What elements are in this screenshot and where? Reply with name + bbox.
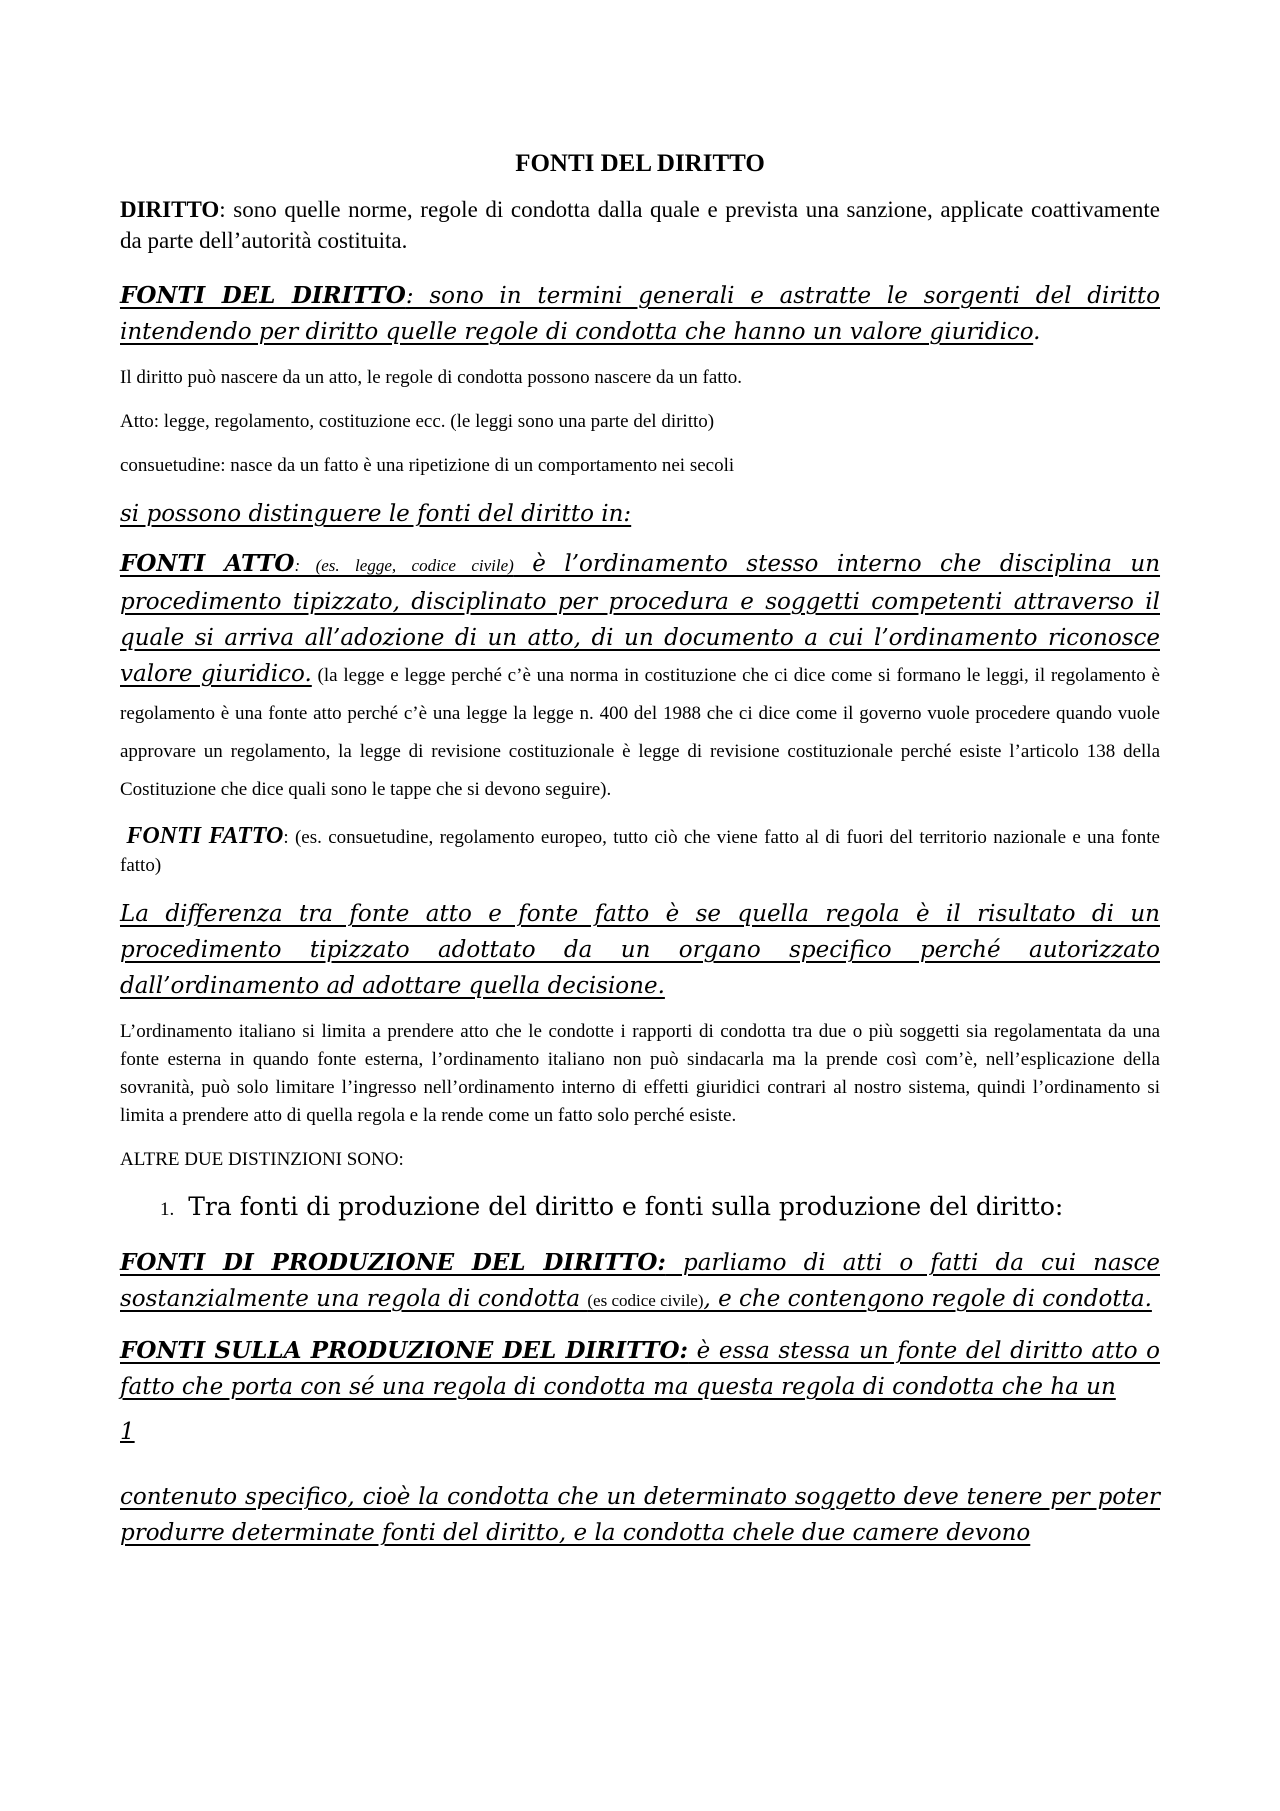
paragraph-nascita: Il diritto può nascere da un atto, le regole di condotta possono nascere da un fatto. [120,367,743,388]
fonti-produzione-example: (es codice civile) [587,1291,704,1310]
differenza-text: La differenza tra fonte atto e fonte fatto è se quella regola è il risultato di un procedimento tipizzato adottato da un organo specifico perché autorizzato dall’ordinamento ad adottare quella decisione. [120,901,1160,999]
paragraph-consuetudine: consuetudine: nasce da un fatto è una ripetizione di un comportamento nei secoli [120,455,735,476]
fonti-sulla-produzione-definition [120,1333,1160,1405]
fonti-fatto-definition [120,822,1160,880]
fonti-atto-example: : (es. legge, codice civile) [294,556,514,575]
fonti-sulla-produzione-underlined [120,1338,1160,1400]
fonti-sulla-produzione-text: è essa stessa un fonte del diritto atto o fatto che porta con sé una regola di condotta ma questa regola di condotta che ha un [120,1338,1160,1400]
fonti-atto-term: FONTI ATTO [120,550,295,577]
fonti-produzione-text1: parliamo di atti o fatti da cui nasce sostanzialmente una regola di condotta [120,1250,1160,1312]
list-item-text: Tra fonti di produzione del diritto e fonti sulla produzione del diritto: [188,1192,1064,1221]
fonti-del-diritto-term: FONTI DEL DIRITTO [120,282,406,309]
contenuto-text: contenuto specifico, cioè la condotta che un determinato soggetto deve tenere per poter produrre determinate fonti del diritto, e la condotta chele due camere devono [120,1484,1160,1546]
fonti-fatto-text: : (es. consuetudine, regolamento europeo, tutto ciò che viene fatto al di fuori del territorio nazionale e una fonte fatto) [120,827,1160,876]
document-page [120,150,1160,1565]
fonti-produzione-definition [120,1245,1160,1319]
fonti-del-diritto-text: : sono in termini generali e astratte le sorgenti del diritto intendendo per diritto quelle regole di condotta che hanno un valore giuridico [120,283,1160,345]
distinguere-text: si possono distinguere le fonti del diritto in: [120,501,632,527]
fonti-del-diritto-definition [120,278,1160,350]
diritto-term: DIRITTO [120,197,220,222]
paragraph-distinguere [120,496,1160,532]
paragraph-altre-distinzioni: ALTRE DUE DISTINZIONI SONO: [120,1149,404,1170]
fonti-fatto-term: FONTI FATTO [126,823,284,849]
list-item-1 [160,1190,1160,1227]
page-number: 1 [120,1419,135,1445]
list-item-number: 1. [160,1199,175,1220]
fonti-produzione-term: FONTI DI PRODUZIONE DEL DIRITTO: [120,1249,666,1276]
fonti-del-diritto-underlined [120,283,1160,345]
paragraph-contenuto [120,1479,1160,1551]
fonti-atto-text: è l’ordinamento stesso interno che disciplina un procedimento tipizzato, disciplinato per procedura e soggetti competenti attraverso il quale si arriva all’adozione di un atto, di un documento a cui l’ordinamento riconosce valore giuridico. [120,551,1161,687]
fonti-atto-note: (la legge e legge perché c’è una norma in costituzione che ci dice come si formano le leggi, il regolamento è regolamento è una fonte atto perché c’è una legge la legge n. 400 del 1988 che ci dice come il governo vuole procedere quando vuole approvare un regolamento, la legge di revisione costituzionale è legge di revisione costituzionale perché esiste l’articolo 138 della Costituzione che dice quali sono le tappe che si devono seguire). [120,665,1160,800]
fonti-produzione-text2: , e che contengono regole di condotta. [703,1286,1152,1312]
diritto-text: : sono quelle norme, regole di condotta dalla quale e prevista una sanzione, applicate coattivamente da parte dell’autorità costituita. [120,197,1160,253]
diritto-definition [120,194,1160,256]
paragraph-ordinamento: L’ordinamento italiano si limita a prendere atto che le condotte i rapporti di condotta tra due o più soggetti sia regolamentata da una fonte esterna in quando fonte esterna, l’ordinamento italiano non può sindacarla ma la prende così com’è, nell’esplicazione della sovranità, può solo limitare l’ingresso nell’ordinamento interno di effetti giuridici contrari al nostro sistema, quindi l’ordinamento si limita a prendere atto di quella regola e la rende come un fatto solo perché esiste. [120,1021,1160,1126]
paragraph-differenza [120,896,1160,1004]
fonti-sulla-produzione-term: FONTI SULLA PRODUZIONE DEL DIRITTO: [120,1337,689,1364]
fonti-del-diritto-end: . [1033,319,1041,345]
fonti-atto-definition [120,546,1160,808]
fonti-produzione-underlined [120,1250,1160,1312]
paragraph-atto: Atto: legge, regolamento, costituzione ecc. (le leggi sono una parte del diritto) [120,411,715,432]
page-title: FONTI DEL DIRITTO [515,150,765,177]
